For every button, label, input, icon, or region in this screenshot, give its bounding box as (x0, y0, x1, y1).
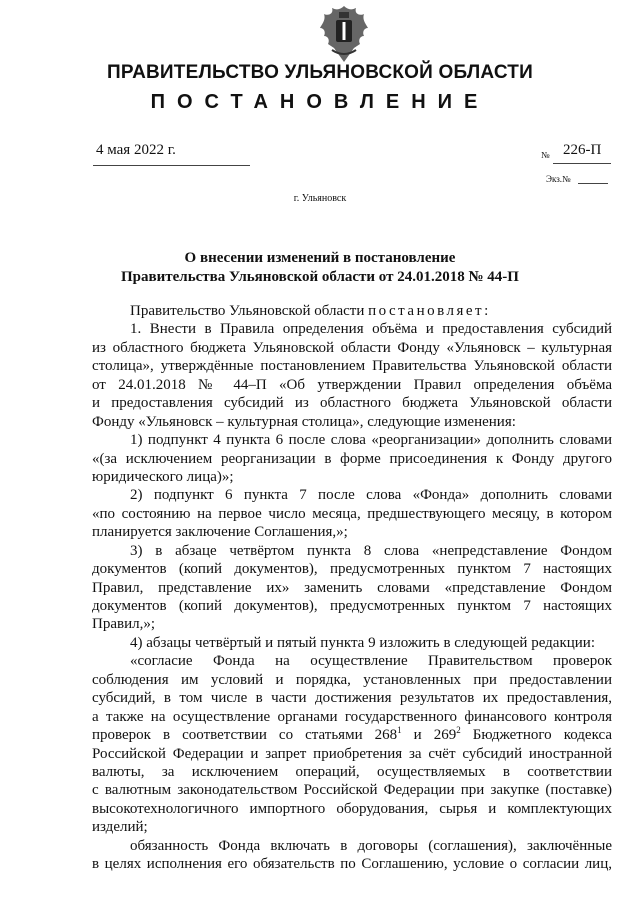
number-underline (553, 163, 611, 164)
paragraph-line-with-articles: проверок в соответствии со статьями $268^1$ и $269^2$ Бюджетного кодекса (92, 725, 612, 744)
paragraph-line: Фонду «Ульяновск – культурная столица», следующие изменения: (92, 413, 516, 430)
document-date: 4 мая 2022 г. (96, 142, 176, 158)
paragraph-line: 3) в абзаце четвёртом пункта 8 слова «непредставление Фондом (130, 542, 612, 559)
document-number: 226-П (563, 142, 602, 158)
paragraph-line: планируется заключение Соглашения,»; (92, 524, 348, 541)
paragraph-line: а также на осуществление органами государственного финансового контроля (92, 708, 612, 725)
paragraph-line: из областного бюджета Ульяновской области Фонду «Ульяновск – культурная (92, 339, 612, 356)
city: г. Ульяновск (293, 193, 347, 204)
paragraph-line: «по состоянию на первое число месяца, предшествующего месяцу, в котором (92, 505, 612, 522)
paragraph-line: валюты, за исключением операций, осуществляемых в соответствии (92, 763, 612, 780)
organization-title: ПРАВИТЕЛЬСТВО УЛЬЯНОВСКОЙ ОБЛАСТИ (107, 62, 533, 83)
paragraph-line: 2) подпункт 6 пункта 7 после слова «Фонда» дополнить словами (130, 487, 612, 504)
paragraph-line: обязанность Фонда включать в договоры (соглашения), заключённые (130, 837, 612, 854)
paragraph-line: Правил, представление их» заменить словами «представление Фондом (92, 579, 612, 596)
paragraph-line: столица», утверждённые постановлением Правительства Ульяновской области (92, 358, 612, 375)
heading-line: Правительства Ульяновской области от 24.01.2018 № 44-П (121, 269, 519, 285)
paragraph-line: Российской Федерации и запрет приобретения за счёт субсидий иностранной (92, 745, 612, 762)
paragraph-line: Правил,»; (92, 616, 156, 633)
coat-of-arms-icon (314, 2, 374, 66)
document-body (92, 302, 612, 874)
paragraph-line: высокотехнологичного импортного оборудования, сырья и комплектующих (92, 800, 612, 817)
date-underline (93, 165, 250, 166)
paragraph-line: документов (копий документов), предусмотренных пунктом 7 настоящих (92, 598, 612, 614)
paragraph-line: «(за исключением реорганизации в форме присоединения к Фонду другого (92, 450, 612, 467)
copy-number-underline (578, 183, 608, 184)
paragraph-line: 1. Внести в Правила определения объёма и предоставления субсидий (130, 321, 612, 338)
paragraph-line: и предоставления субсидий из областного бюджета Ульяновской области (92, 395, 612, 412)
paragraph-line: с валютным законодательством Российской Федерации при закупке (поставке) (92, 782, 612, 799)
paragraph-line: от 24.01.2018 № 44–П «Об утверждении Правил определения объёма (92, 376, 612, 393)
number-sign: № (541, 150, 550, 160)
document-type: ПОСТАНОВЛЕНИЕ (150, 91, 490, 113)
intro-line: Правительство Ульяновской области постановляет: (130, 303, 489, 319)
document-heading (0, 249, 640, 287)
copy-number-label: Экз.№ (546, 174, 571, 184)
heading-line: О внесении изменений в постановление (184, 250, 456, 266)
paragraph-line: документов (копий документов), предусмотренных пунктом 7 настоящих (92, 561, 612, 578)
paragraph-line: соблюдения им условий и порядка, установленных при предоставлении (92, 671, 612, 688)
paragraph-line: 4) абзацы четвёртый и пятый пункта 9 изложить в следующей редакции: (130, 634, 595, 651)
paragraph-line: 1) подпункт 4 пункта 6 после слова «реорганизации» дополнить словами (130, 432, 612, 449)
paragraph-line: юридического лица)»; (92, 468, 234, 485)
paragraph-line: изделий; (92, 819, 148, 836)
paragraph-line: «согласие Фонда на осуществление Правительством проверок (130, 653, 612, 670)
paragraph-line: субсидий, в том числе в части достижения результатов их предоставления, (92, 690, 612, 707)
paragraph-line: в целях исполнения его обязательств по Соглашению, условие о согласии лиц, (92, 856, 612, 873)
